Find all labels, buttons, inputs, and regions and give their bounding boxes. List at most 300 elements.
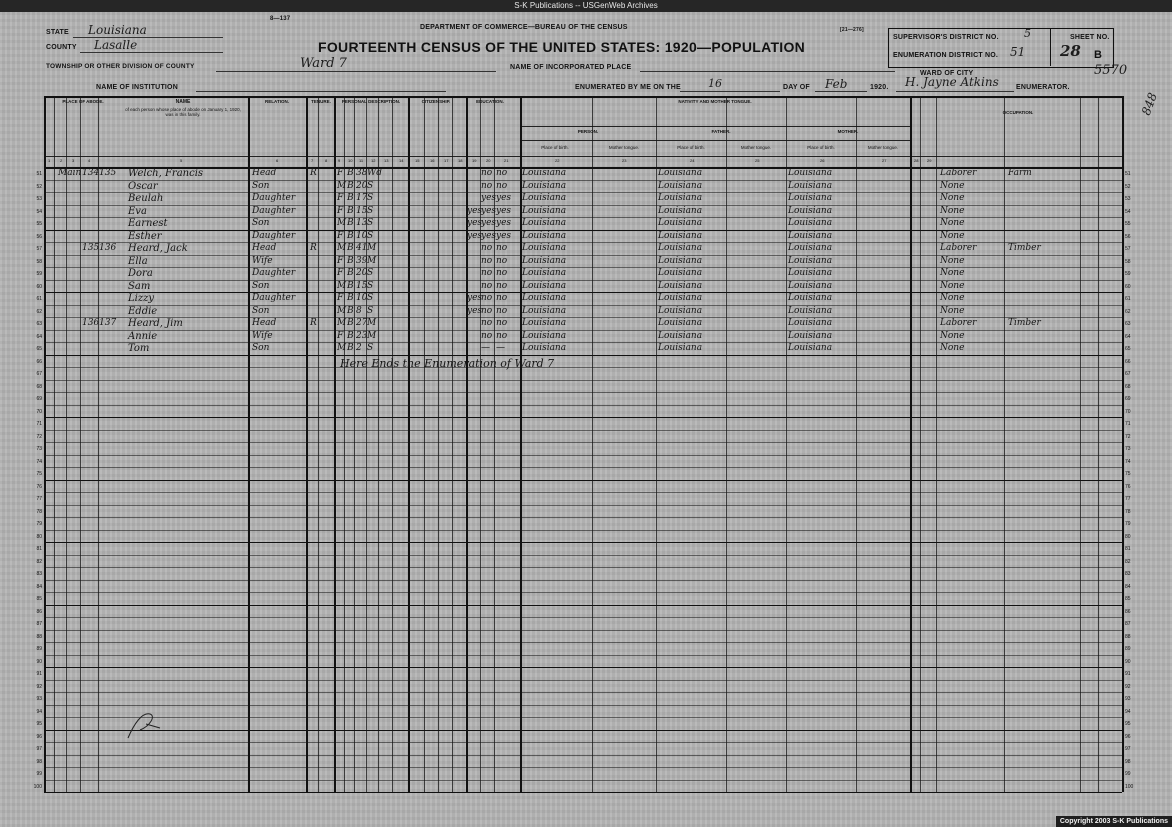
county-value: Lasalle — [94, 38, 138, 52]
write-cell: yes — [496, 205, 512, 216]
birthplace-father: Louisiana — [658, 193, 703, 203]
corner-stamp: 848 — [1138, 90, 1160, 118]
line-number: 66 — [36, 358, 42, 365]
column-number: 25 — [755, 158, 760, 163]
line-number: 64 — [1125, 333, 1131, 340]
line-number: 67 — [1125, 371, 1131, 377]
line-number: 90 — [1125, 658, 1131, 665]
sex-cell: F — [337, 205, 344, 216]
sex-cell: M — [337, 305, 347, 316]
person-name: Beulah — [128, 193, 164, 204]
occupation-cell: None — [940, 305, 965, 316]
header-name: NAME — [175, 99, 191, 105]
write-cell: no — [496, 330, 508, 341]
read-cell: no — [481, 280, 493, 291]
sex-cell: F — [337, 193, 344, 203]
line-number: 99 — [36, 771, 42, 777]
relation-cell: Daughter — [252, 193, 296, 203]
state-label: STATE — [46, 29, 69, 36]
birthplace-father: Louisiana — [658, 230, 703, 241]
write-cell: no — [496, 318, 508, 328]
header-father: FATHER. — [711, 129, 731, 134]
family-number: 136 — [99, 243, 117, 253]
line-number: 76 — [1125, 483, 1131, 490]
birthplace-person: Louisiana — [522, 243, 567, 253]
township-value: Ward 7 — [300, 56, 347, 71]
marital-cell: S — [367, 230, 374, 241]
birthplace-father: Louisiana — [658, 343, 703, 353]
line-number: 76 — [36, 483, 42, 490]
birthplace-mother: Louisiana — [788, 330, 833, 341]
column-number: 2 — [60, 158, 63, 163]
column-number: 12 — [371, 158, 376, 163]
read-cell: no — [481, 330, 493, 341]
line-number: 93 — [1125, 696, 1131, 702]
person-name: Heard, Jack — [128, 243, 188, 254]
birthplace-father: Louisiana — [658, 268, 703, 278]
birthplace-person: Louisiana — [522, 343, 567, 353]
line-number: 86 — [36, 608, 42, 615]
header-mother-tongue: Mother tongue. — [867, 145, 899, 150]
school-cell: yes — [467, 218, 483, 228]
birthplace-mother: Louisiana — [788, 280, 833, 291]
write-cell: no — [496, 305, 508, 316]
write-cell: no — [496, 280, 508, 291]
person-name: Earnest — [128, 218, 168, 229]
end-of-enumeration-note: Here Ends the Enumeration of Ward 7 — [340, 357, 555, 370]
age-cell: 13 — [356, 218, 368, 228]
sex-cell: M — [337, 318, 347, 328]
sex-cell: M — [337, 180, 347, 191]
relation-cell: Head — [252, 168, 277, 178]
header-education: EDUCATION. — [476, 99, 504, 104]
occupation-cell: Laborer — [940, 318, 977, 328]
occupation-cell: Laborer — [940, 243, 977, 253]
read-cell: yes — [481, 218, 497, 228]
state-value: Louisiana — [88, 23, 147, 37]
enumerator-signature: H. Jayne Atkins — [905, 75, 999, 89]
line-number: 79 — [1125, 521, 1131, 527]
birthplace-father: Louisiana — [658, 255, 703, 266]
source-banner: S-K Publications -- USGenWeb Archives — [0, 0, 1172, 12]
birthplace-father: Louisiana — [658, 330, 703, 341]
marital-cell: S — [367, 205, 374, 216]
occupation-cell: None — [940, 330, 965, 341]
age-cell: 23 — [356, 330, 368, 341]
relation-cell: Head — [252, 318, 277, 328]
sex-cell: F — [337, 230, 344, 241]
sheet-no-label: SHEET NO. — [1070, 34, 1110, 41]
relation-cell: Son — [252, 218, 270, 228]
marital-cell: S — [367, 293, 374, 303]
read-cell: no — [481, 168, 493, 178]
line-number: 81 — [1125, 546, 1131, 552]
line-number: 98 — [1125, 758, 1131, 765]
relation-cell: Son — [252, 280, 270, 291]
line-number: 60 — [36, 283, 42, 290]
birthplace-father: Louisiana — [658, 205, 703, 216]
township-label: TOWNSHIP OR OTHER DIVISION OF COUNTY — [46, 63, 195, 70]
line-number: 99 — [1125, 771, 1131, 777]
birthplace-mother: Louisiana — [788, 305, 833, 316]
age-cell: 20 — [356, 180, 368, 191]
line-number: 55 — [1125, 221, 1131, 227]
birthplace-mother: Louisiana — [788, 193, 833, 203]
enumeration-district-label: ENUMERATION DISTRICT NO. — [893, 52, 999, 59]
line-number: 97 — [36, 746, 42, 752]
line-number: 95 — [36, 721, 42, 727]
line-number: 92 — [36, 683, 42, 690]
column-number: 7 — [311, 158, 314, 163]
page-stamp: 5570 — [1094, 63, 1128, 78]
line-number: 87 — [36, 621, 42, 627]
birthplace-person: Louisiana — [522, 255, 567, 266]
line-number: 51 — [1125, 171, 1131, 177]
line-number: 80 — [1125, 533, 1131, 540]
race-cell: B — [347, 305, 354, 316]
marital-cell: M — [367, 330, 377, 341]
column-number: 10 — [348, 158, 353, 163]
birthplace-person: Louisiana — [522, 305, 567, 316]
read-cell: yes — [481, 193, 497, 203]
line-number: 78 — [36, 508, 42, 515]
line-number: 53 — [1125, 196, 1131, 202]
enumerated-label: ENUMERATED BY ME ON THE — [575, 84, 681, 91]
person-name: Lizzy — [128, 293, 155, 304]
race-cell: B — [347, 193, 354, 203]
county-label: COUNTY — [46, 44, 77, 51]
line-number: 88 — [1125, 633, 1131, 640]
sex-cell: M — [337, 243, 347, 253]
age-cell: 10 — [356, 230, 368, 241]
birthplace-mother: Louisiana — [788, 180, 833, 191]
column-number: 27 — [882, 158, 887, 163]
age-cell: 8 — [356, 305, 362, 316]
line-number: 61 — [1125, 296, 1131, 302]
header-name-desc: of each person whose place of abode on January 1, 1920, was in this family. — [125, 107, 241, 117]
header-person-birth: Place of birth. — [541, 145, 569, 150]
line-number: 94 — [1125, 708, 1131, 715]
line-number: 88 — [36, 633, 42, 640]
line-number: 75 — [36, 471, 42, 477]
line-number: 89 — [1125, 646, 1131, 652]
race-cell: B — [347, 343, 354, 353]
dwelling-number: 136 — [82, 318, 100, 328]
birthplace-mother: Louisiana — [788, 230, 833, 241]
line-number: 90 — [36, 658, 42, 665]
line-number: 60 — [1125, 283, 1131, 290]
relation-cell: Son — [252, 343, 270, 353]
line-number: 52 — [1125, 183, 1131, 190]
column-number: 8 — [325, 158, 328, 163]
person-name: Tom — [128, 343, 150, 354]
line-number: 92 — [1125, 683, 1131, 690]
header-person-tongue: Mother tongue. — [608, 145, 640, 150]
industry-cell: Timber — [1008, 318, 1041, 328]
occupation-cell: Laborer — [940, 168, 977, 178]
birthplace-mother: Louisiana — [788, 293, 833, 303]
birthplace-mother: Louisiana — [788, 205, 833, 216]
header-nativity: NATIVITY AND MOTHER TONGUE. — [678, 99, 752, 104]
birthplace-father: Louisiana — [658, 243, 703, 253]
line-number: 85 — [36, 596, 42, 602]
header-father-tongue: Mother tongue. — [740, 145, 772, 150]
person-name: Sam — [128, 280, 151, 292]
write-cell: no — [496, 243, 508, 253]
line-number: 62 — [36, 308, 42, 315]
line-number: 69 — [36, 396, 42, 402]
race-cell: B — [347, 180, 354, 191]
header-person: PERSON. — [577, 129, 599, 134]
street-cell: Main — [58, 168, 82, 178]
relation-cell: Daughter — [252, 268, 296, 278]
marital-cell: S — [367, 343, 374, 353]
institution-label: NAME OF INSTITUTION — [96, 84, 178, 91]
birthplace-person: Louisiana — [522, 193, 567, 203]
line-number: 67 — [36, 371, 42, 377]
column-number: 29 — [927, 158, 932, 163]
relation-cell: Son — [252, 305, 270, 316]
person-name: Heard, Jim — [128, 318, 183, 329]
write-cell: yes — [496, 193, 512, 203]
line-number: 96 — [36, 733, 42, 740]
line-number: 65 — [1125, 346, 1131, 352]
column-number: 28 — [914, 158, 919, 163]
age-cell: 39 — [356, 255, 368, 266]
column-number: 15 — [415, 158, 420, 163]
line-number: 71 — [1125, 421, 1131, 427]
line-number: 79 — [36, 521, 42, 527]
column-number: 18 — [458, 158, 463, 163]
enumerated-day: 16 — [708, 77, 722, 90]
read-cell: no — [481, 255, 493, 266]
line-number: 91 — [36, 671, 42, 677]
age-cell: 38 — [356, 168, 368, 178]
line-number: 73 — [36, 446, 42, 452]
birthplace-father: Louisiana — [658, 305, 703, 316]
form-code: [21—276] — [840, 27, 864, 33]
day-of-label: DAY OF — [783, 84, 810, 91]
birthplace-father: Louisiana — [658, 318, 703, 328]
read-cell: yes — [481, 205, 497, 216]
tenure-cell: R — [310, 318, 317, 328]
relation-cell: Daughter — [252, 230, 296, 241]
header-relation: RELATION. — [265, 99, 289, 104]
occupation-cell: None — [940, 255, 965, 266]
sex-cell: M — [337, 343, 347, 353]
birthplace-person: Louisiana — [522, 180, 567, 191]
header-place-of-abode: PLACE OF ABODE. — [62, 99, 104, 104]
line-number: 86 — [1125, 608, 1131, 615]
line-number: 83 — [36, 571, 42, 577]
sex-cell: M — [337, 218, 347, 228]
birthplace-father: Louisiana — [658, 168, 703, 178]
read-cell: yes — [481, 230, 497, 241]
occupation-cell: None — [940, 218, 965, 228]
age-cell: 15 — [356, 205, 368, 216]
person-name: Eddie — [128, 305, 158, 317]
write-cell: yes — [496, 230, 512, 241]
line-number: 58 — [1125, 258, 1131, 265]
line-number: 63 — [1125, 321, 1131, 327]
birthplace-person: Louisiana — [522, 205, 567, 216]
line-number: 56 — [1125, 233, 1131, 240]
line-number: 56 — [36, 233, 42, 240]
header-occupation: OCCUPATION. — [1002, 110, 1034, 115]
birthplace-person: Louisiana — [522, 230, 567, 241]
pencil-scribble — [120, 704, 170, 744]
birthplace-person: Louisiana — [522, 280, 567, 291]
line-number: 85 — [1125, 596, 1131, 602]
write-cell: — — [496, 343, 505, 353]
sex-cell: F — [337, 293, 344, 303]
column-number: 9 — [338, 158, 341, 163]
column-number: 13 — [384, 158, 389, 163]
age-cell: 10 — [356, 293, 368, 303]
read-cell: no — [481, 318, 493, 328]
age-cell: 15 — [356, 280, 368, 291]
age-cell: 27 — [356, 318, 368, 328]
relation-cell: Wife — [252, 330, 273, 341]
birthplace-mother: Louisiana — [788, 318, 833, 328]
ward-of-city-label: WARD OF CITY — [920, 70, 974, 77]
line-number: 77 — [1125, 496, 1131, 502]
birthplace-person: Louisiana — [522, 268, 567, 278]
line-number: 68 — [36, 383, 42, 390]
supervisor-district-value: 5 — [1024, 27, 1031, 40]
read-cell: no — [481, 180, 493, 191]
line-number: 63 — [36, 321, 42, 327]
birthplace-mother: Louisiana — [788, 343, 833, 353]
industry-cell: Timber — [1008, 243, 1041, 253]
incorporated-place-label: NAME OF INCORPORATED PLACE — [510, 64, 632, 71]
line-number: 75 — [1125, 471, 1131, 477]
line-number: 80 — [36, 533, 42, 540]
read-cell: no — [481, 243, 493, 253]
line-number: 72 — [36, 433, 42, 440]
line-number: 84 — [1125, 583, 1131, 590]
line-number: 95 — [1125, 721, 1131, 727]
person-name: Annie — [128, 330, 158, 342]
person-name: Esther — [128, 230, 162, 242]
line-number: 100 — [1125, 783, 1134, 790]
dwelling-number: 135 — [82, 243, 100, 253]
sex-cell: F — [337, 255, 344, 266]
column-number: 4 — [88, 158, 91, 163]
write-cell: yes — [496, 218, 512, 228]
sex-cell: M — [337, 280, 347, 291]
sex-cell: F — [337, 268, 344, 278]
relation-cell: Daughter — [252, 293, 296, 303]
form-title: FOURTEENTH CENSUS OF THE UNITED STATES: 1920—POPULATION — [318, 39, 806, 55]
birthplace-person: Louisiana — [522, 293, 567, 303]
write-cell: no — [496, 255, 508, 266]
family-number: 137 — [99, 318, 117, 328]
marital-cell: S — [367, 193, 374, 203]
column-number: 6 — [276, 158, 279, 163]
line-number: 87 — [1125, 621, 1131, 627]
relation-cell: Son — [252, 180, 270, 191]
tenure-cell: R — [310, 168, 317, 178]
department-line: DEPARTMENT OF COMMERCE—BUREAU OF THE CENSUS — [420, 24, 628, 31]
line-number: 59 — [36, 271, 42, 277]
occupation-cell: None — [940, 230, 965, 241]
school-cell: yes — [467, 305, 483, 316]
enumerated-month: Feb — [825, 77, 848, 91]
column-number: 16 — [430, 158, 435, 163]
column-number: 5 — [180, 158, 183, 163]
sex-cell: F — [337, 330, 344, 341]
column-number: 21 — [504, 158, 509, 163]
person-name: Dora — [128, 268, 153, 279]
line-number: 82 — [36, 558, 42, 565]
birthplace-father: Louisiana — [658, 280, 703, 291]
age-cell: 20 — [356, 268, 368, 278]
marital-cell: M — [367, 255, 377, 266]
marital-cell: Wd — [367, 168, 383, 178]
relation-cell: Head — [252, 243, 277, 253]
occupation-cell: None — [940, 343, 965, 353]
write-cell: no — [496, 180, 508, 191]
birthplace-person: Louisiana — [522, 330, 567, 341]
occupation-cell: None — [940, 268, 965, 278]
line-number: 77 — [36, 496, 42, 502]
relation-cell: Daughter — [252, 205, 296, 216]
supervisor-district-label: SUPERVISOR'S DISTRICT NO. — [893, 34, 999, 41]
header-citizenship: CITIZENSHIP. — [421, 99, 451, 104]
race-cell: B — [347, 230, 354, 241]
marital-cell: S — [367, 218, 374, 228]
person-name: Ella — [128, 255, 148, 267]
line-number: 57 — [36, 246, 42, 252]
person-name: Oscar — [128, 180, 158, 192]
sex-cell: F — [337, 168, 344, 178]
line-number: 57 — [1125, 246, 1131, 252]
race-cell: B — [347, 218, 354, 228]
race-cell: B — [347, 293, 354, 303]
line-number: 68 — [1125, 383, 1131, 390]
school-cell: yes — [467, 230, 483, 241]
age-cell: 41 — [356, 243, 368, 253]
write-cell: no — [496, 293, 508, 303]
header-personal: PERSONAL DESCRIPTION. — [341, 99, 401, 104]
line-number: 96 — [1125, 733, 1131, 740]
column-number: 3 — [72, 158, 75, 163]
line-number: 54 — [36, 208, 42, 215]
marital-cell: S — [367, 268, 374, 278]
age-cell: 17 — [356, 193, 368, 203]
race-cell: B — [347, 243, 354, 253]
family-number: 135 — [99, 168, 117, 178]
sheet-letter: B — [1094, 49, 1103, 61]
school-cell: yes — [467, 205, 483, 216]
line-number: 74 — [36, 458, 42, 465]
dwelling-number: 134 — [82, 168, 100, 178]
line-number: 81 — [36, 546, 42, 552]
enumeration-district-value: 51 — [1010, 45, 1026, 59]
read-cell: — — [481, 343, 490, 353]
person-name: Welch, Francis — [128, 168, 204, 179]
birthplace-father: Louisiana — [658, 293, 703, 303]
column-number: 20 — [486, 158, 491, 163]
line-number: 74 — [1125, 458, 1131, 465]
occupation-cell: None — [940, 193, 965, 203]
line-number: 70 — [36, 408, 42, 415]
marital-cell: M — [367, 318, 377, 328]
line-number: 93 — [36, 696, 42, 702]
column-number: 14 — [399, 158, 404, 163]
form-number: 8—137 — [270, 16, 291, 22]
